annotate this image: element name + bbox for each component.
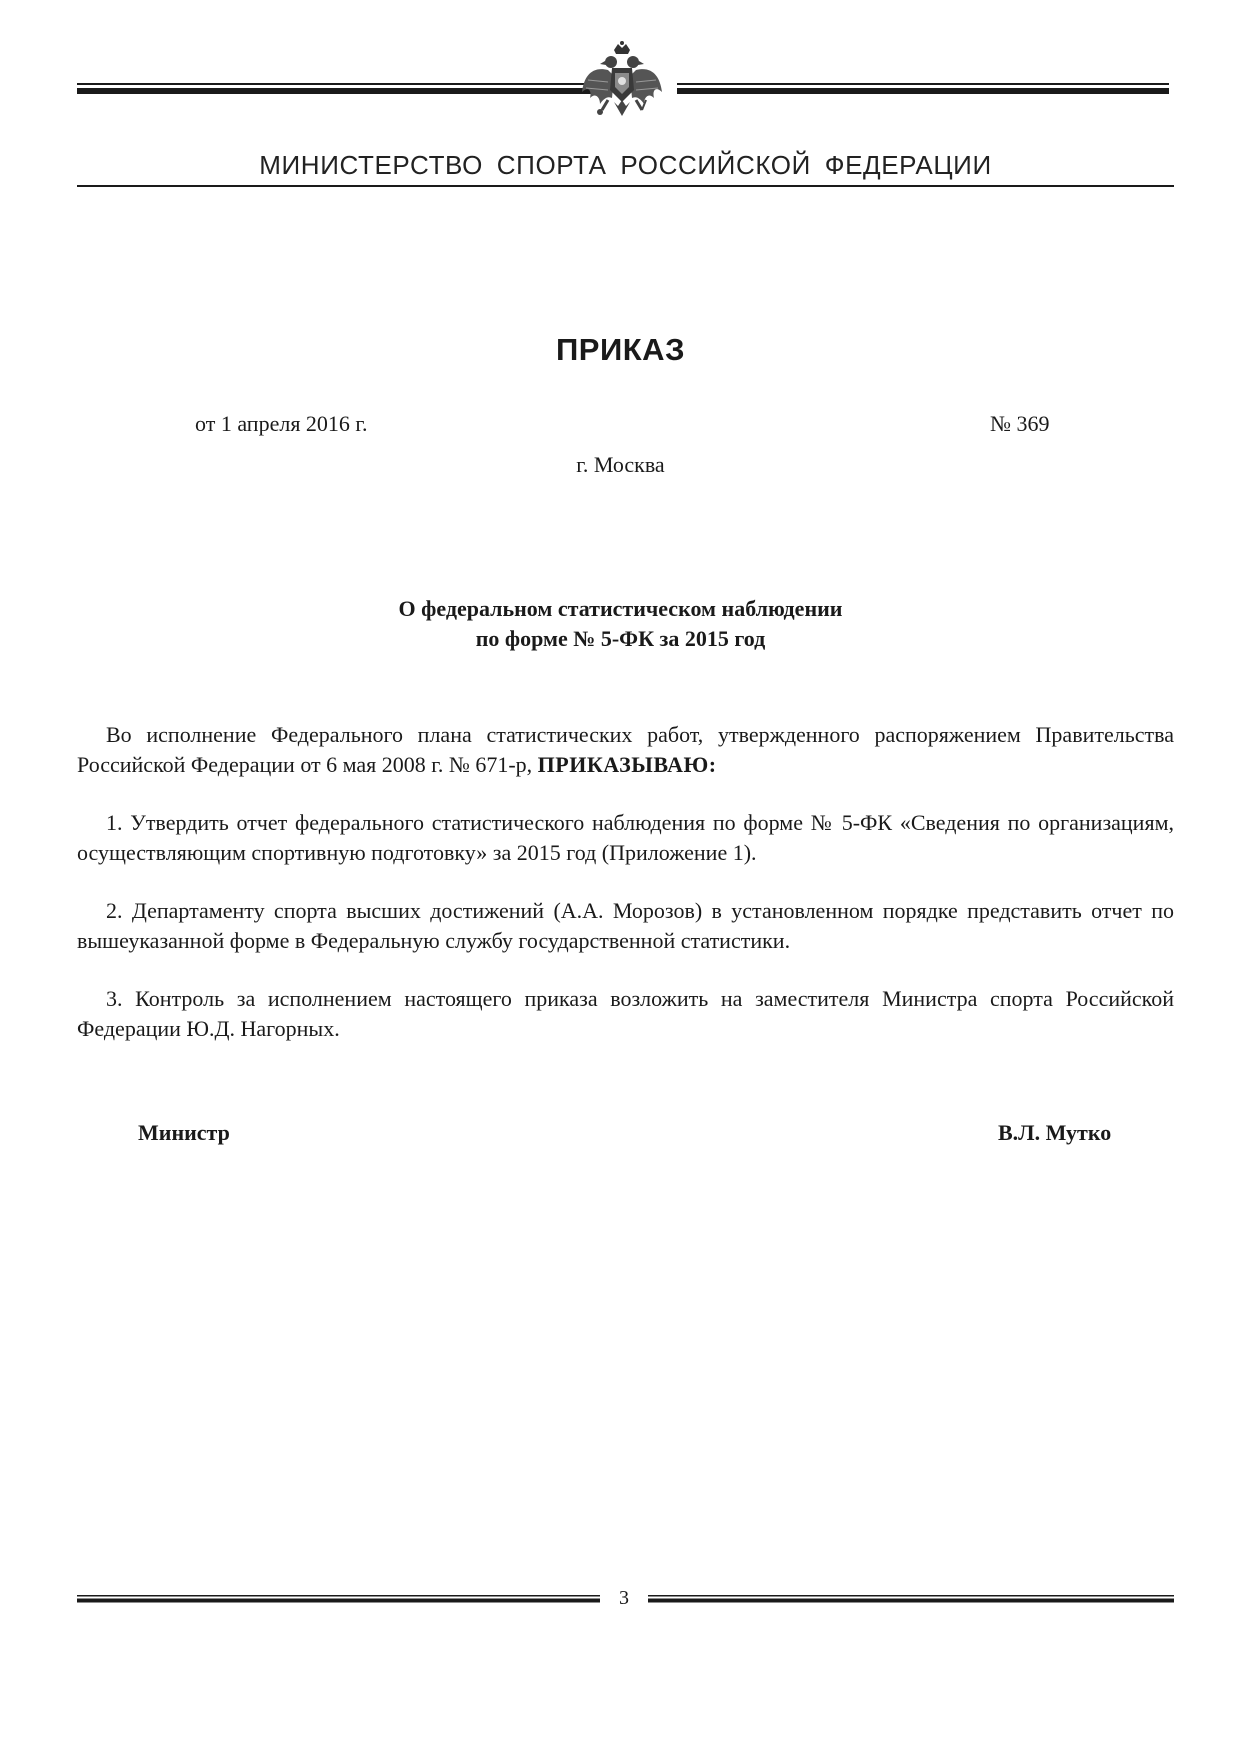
order-date: от 1 апреля 2016 г.: [195, 411, 368, 436]
order-body: [77, 720, 1174, 1072]
order-subject: [0, 594, 1241, 654]
page-number: 3: [619, 1587, 629, 1609]
header-rule-left: [77, 83, 591, 96]
ministry-name: МИНИСТЕРСТВО СПОРТА РОССИЙСКОЙ ФЕДЕРАЦИИ: [259, 150, 992, 180]
order-item-2: 2. Департаменту спорта высших достижений (А.А. Морозов) в установленном порядке представить отчет по вышеуказанной форме в Федеральную службу государственной статистики.: [77, 898, 1174, 953]
document-title: ПРИКАЗ: [556, 332, 685, 367]
order-number: № 369: [990, 411, 1050, 436]
signatory-name: В.Л. Мутко: [998, 1120, 1112, 1145]
order-item-1: 1. Утвердить отчет федерального статистического наблюдения по форме № 5-ФК «Сведения по организациям, осуществляющим спортивную подготовку» за 2015 год (Приложение 1).: [77, 810, 1174, 865]
header-rule-right: [677, 83, 1169, 96]
double-headed-eagle-icon: [578, 40, 666, 128]
order-city: г. Москва: [576, 452, 665, 477]
header-underline: [77, 185, 1174, 187]
order-item-3: 3. Контроль за исполнением настоящего приказа возложить на заместителя Министра спорта Российской Федерации Ю.Д. Нагорных.: [77, 986, 1174, 1041]
preamble-text: Во исполнение Федерального плана статистических работ, утвержденного распоряжением Правительства Российской Федерации от 6 мая 2008 г. № 671-р,: [77, 722, 1174, 777]
footer-rule-right: [648, 1595, 1174, 1603]
subject-line-2: по форме № 5-ФК за 2015 год: [475, 626, 766, 651]
footer-rule-left: [77, 1595, 600, 1603]
preamble-keyword: ПРИКАЗЫВАЮ:: [537, 752, 717, 777]
signatory-title: Министр: [138, 1120, 230, 1145]
subject-line-1: О федеральном статистическом наблюдении: [398, 596, 843, 621]
preamble-paragraph: [77, 720, 1174, 780]
